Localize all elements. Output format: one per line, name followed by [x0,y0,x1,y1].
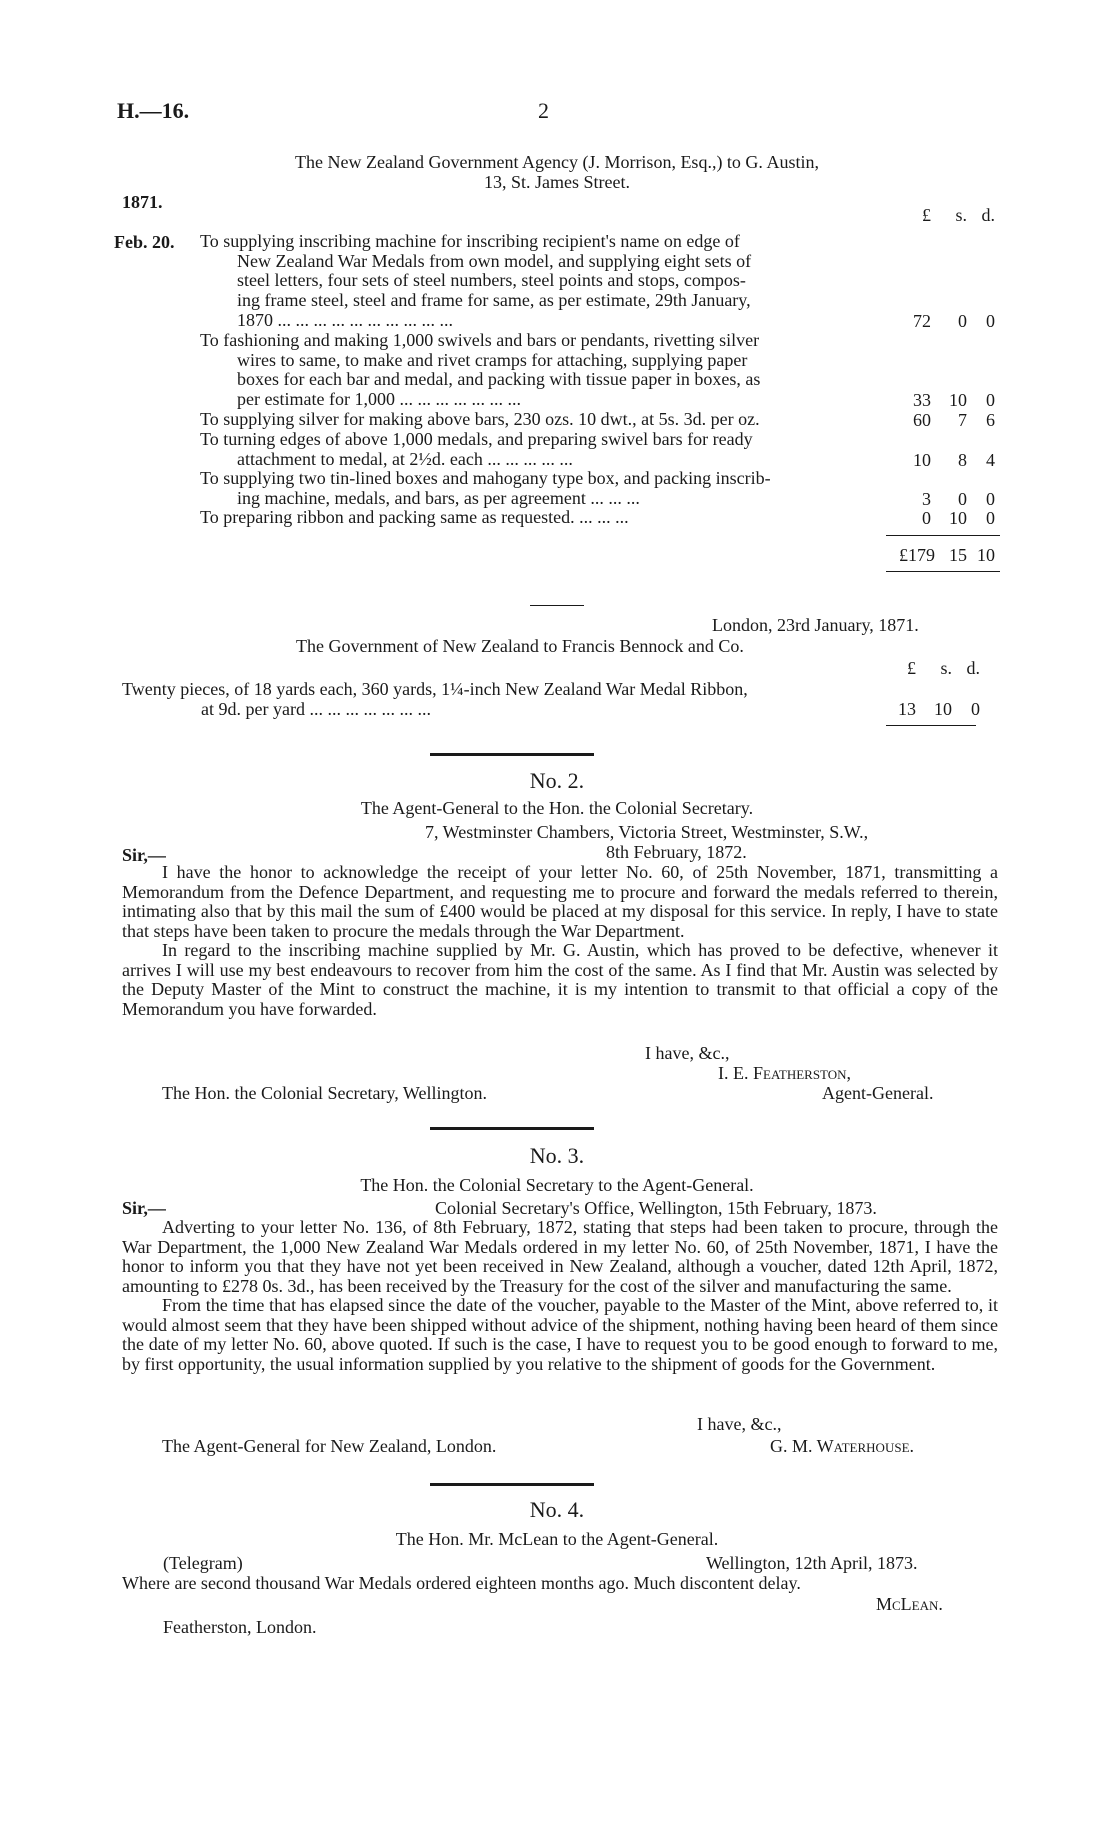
total-rule-top [886,535,1000,536]
letter2-body [122,863,998,1019]
letter2-position: Agent-General. [822,1083,934,1103]
invoice2-item-line1: Twenty pieces, of 18 yards each, 360 yards, 1¼-inch New Zealand War Medal Ribbon, [122,679,748,699]
invoice-item-line: ing frame steel, steel and frame for same, as per estimate, 29th January, [237,290,751,311]
letter3-dateline: Colonial Secretary's Office, Wellington, 15th February, 1873. [435,1198,877,1218]
letter3-body [122,1218,998,1374]
invoice2-dateline: London, 23rd January, 1871. [712,615,919,635]
invoice-item-line: To supplying two tin-lined boxes and mahogany type box, and packing inscrib- [200,468,771,488]
invoice-item-line: 1870 ... ... ... ... ... ... ... ... ... ... [237,309,453,330]
invoice-item [200,508,629,528]
invoice-item-line: steel letters, four sets of steel numbers, steel points and stops, compos- [237,270,746,291]
invoice-title: The New Zealand Government Agency (J. Morrison, Esq.,) to G. Austin, [295,152,819,172]
invoice-item [200,331,760,410]
letter4-body: Where are second thousand War Medals ordered eighteen months ago. Much discontent delay. [122,1573,801,1593]
letter3-addressee: The Agent-General for New Zealand, London. [162,1436,497,1456]
letter2-date: 8th February, 1872. [606,842,747,862]
letter3-paragraph: Adverting to your letter No. 136, of 8th February, 1872, stating that steps had been taken to procure, through the War Department, the 1,000 New Zealand War Medals ordered in my letter No. 60, of 25th November, 1871, I have the honor to inform you that they have not yet been received in New Zealand, although a voucher, dated 12th April, 1872, amounting to £278 0s. 3d., has been received by the Treasury for the cost of the silver and manufacturing the same. [122,1217,998,1296]
letter3-salutation: Sir,— [122,1198,166,1218]
section-divider [430,1483,594,1486]
invoice-item [200,232,751,331]
invoice-date: Feb. 20. [114,232,175,252]
letter3-signature: G. M. Waterhouse. [770,1436,915,1456]
total-rule-bottom [886,571,1000,572]
letter4-addressee: Featherston, London. [163,1617,317,1637]
letter2-number: No. 2. [529,768,585,793]
section-divider [430,1127,594,1130]
letter2-paragraph: In regard to the inscribing machine supplied by Mr. G. Austin, which has proved to be defective, whenever it arrives I will use my best endeavours to recover from him the cost of the same. As I find that Mr. Austin was selected by the Deputy Master of the Mint to construct the machine, it is my intention to transmit to that official a copy of the Memorandum you have forwarded. [122,940,998,1019]
letter2-addressee: The Hon. the Colonial Secretary, Wellington. [162,1083,487,1103]
invoice-item-line: wires to same, to make and rivet cramps for attaching, supplying paper [237,349,748,370]
invoice-item-line: To preparing ribbon and packing same as requested. ... ... ... [200,507,629,527]
section-divider [430,753,594,756]
invoice2-title: The Government of New Zealand to Francis Bennock and Co. [296,636,744,656]
invoice-item [200,430,753,469]
letter2-paragraph: I have the honor to acknowledge the receipt of your letter No. 60, of 25th November, 1871, transmitting a Memorandum from the Defence Department, and requesting me to procure and forward the medals referred to therein, intimating also that by this mail the sum of £400 would be placed at my disposal for this service. In reply, I have to state that steps have been taken to procure the medals through the War Department. [122,862,998,941]
invoice2-rule [886,725,976,726]
invoice-item-line: To fashioning and making 1,000 swivels and bars or pendants, rivetting silver [200,330,760,350]
invoice-item-line: To supplying inscribing machine for inscribing recipient's name on edge of [200,231,740,251]
page-number: 2 [538,98,549,123]
letter2-closing: I have, &c., [645,1043,730,1063]
invoice-item [200,469,771,508]
invoice-item-line: per estimate for 1,000 ... ... ... ... ... ... ... [237,389,521,410]
letter4-title: The Hon. Mr. McLean to the Agent-General. [395,1529,719,1549]
letter4-dateline: Wellington, 12th April, 1873. [706,1553,918,1573]
letter2-signature: I. E. Featherston, [718,1063,852,1083]
letter3-closing: I have, &c., [697,1414,782,1434]
invoice-item-line: ing machine, medals, and bars, as per agreement ... ... ... [237,487,640,508]
invoice2-item-line2: at 9d. per yard ... ... ... ... ... ... ... [201,699,431,719]
letter3-paragraph: From the time that has elapsed since the date of the voucher, payable to the Master of the Mint, above referred to, it would almost seem that they have been shipped without advice of the shipment, nothing having been heard of them since the date of my letter No. 60, above quoted. If such is the case, I have to request you to be good enough to forward to me, by first opportunity, the usual information supplied by you relative to the shipment of goods for the Government. [122,1295,998,1374]
letter2-address: 7, Westminster Chambers, Victoria Street, Westminster, S.W., [425,822,869,842]
invoice-year: 1871. [122,192,163,212]
letter2-salutation: Sir,— [122,845,166,865]
letter4-type: (Telegram) [163,1553,243,1573]
short-divider [530,605,584,606]
letter2-title: The Agent-General to the Hon. the Colonial Secretary. [360,798,754,818]
document-reference: H.—16. [117,98,190,123]
invoice-item-line: To turning edges of above 1,000 medals, and preparing swivel bars for ready [200,429,753,449]
invoice-item-line: New Zealand War Medals from own model, and supplying eight sets of [237,250,752,271]
letter4-number: No. 4. [529,1497,585,1522]
letter3-number: No. 3. [529,1143,585,1168]
invoice-item-line: boxes for each bar and medal, and packing with tissue paper in boxes, as [237,369,761,390]
invoice-item-line: attachment to medal, at 2½d. each ... ... ... ... ... [237,448,573,469]
invoice-item [200,410,760,430]
invoice-item-line: To supplying silver for making above bars, 230 ozs. 10 dwt., at 5s. 3d. per oz. [200,409,760,429]
letter3-title: The Hon. the Colonial Secretary to the Agent-General. [360,1175,754,1195]
invoice-address: 13, St. James Street. [484,172,630,192]
letter4-signature: McLean. [876,1594,943,1614]
